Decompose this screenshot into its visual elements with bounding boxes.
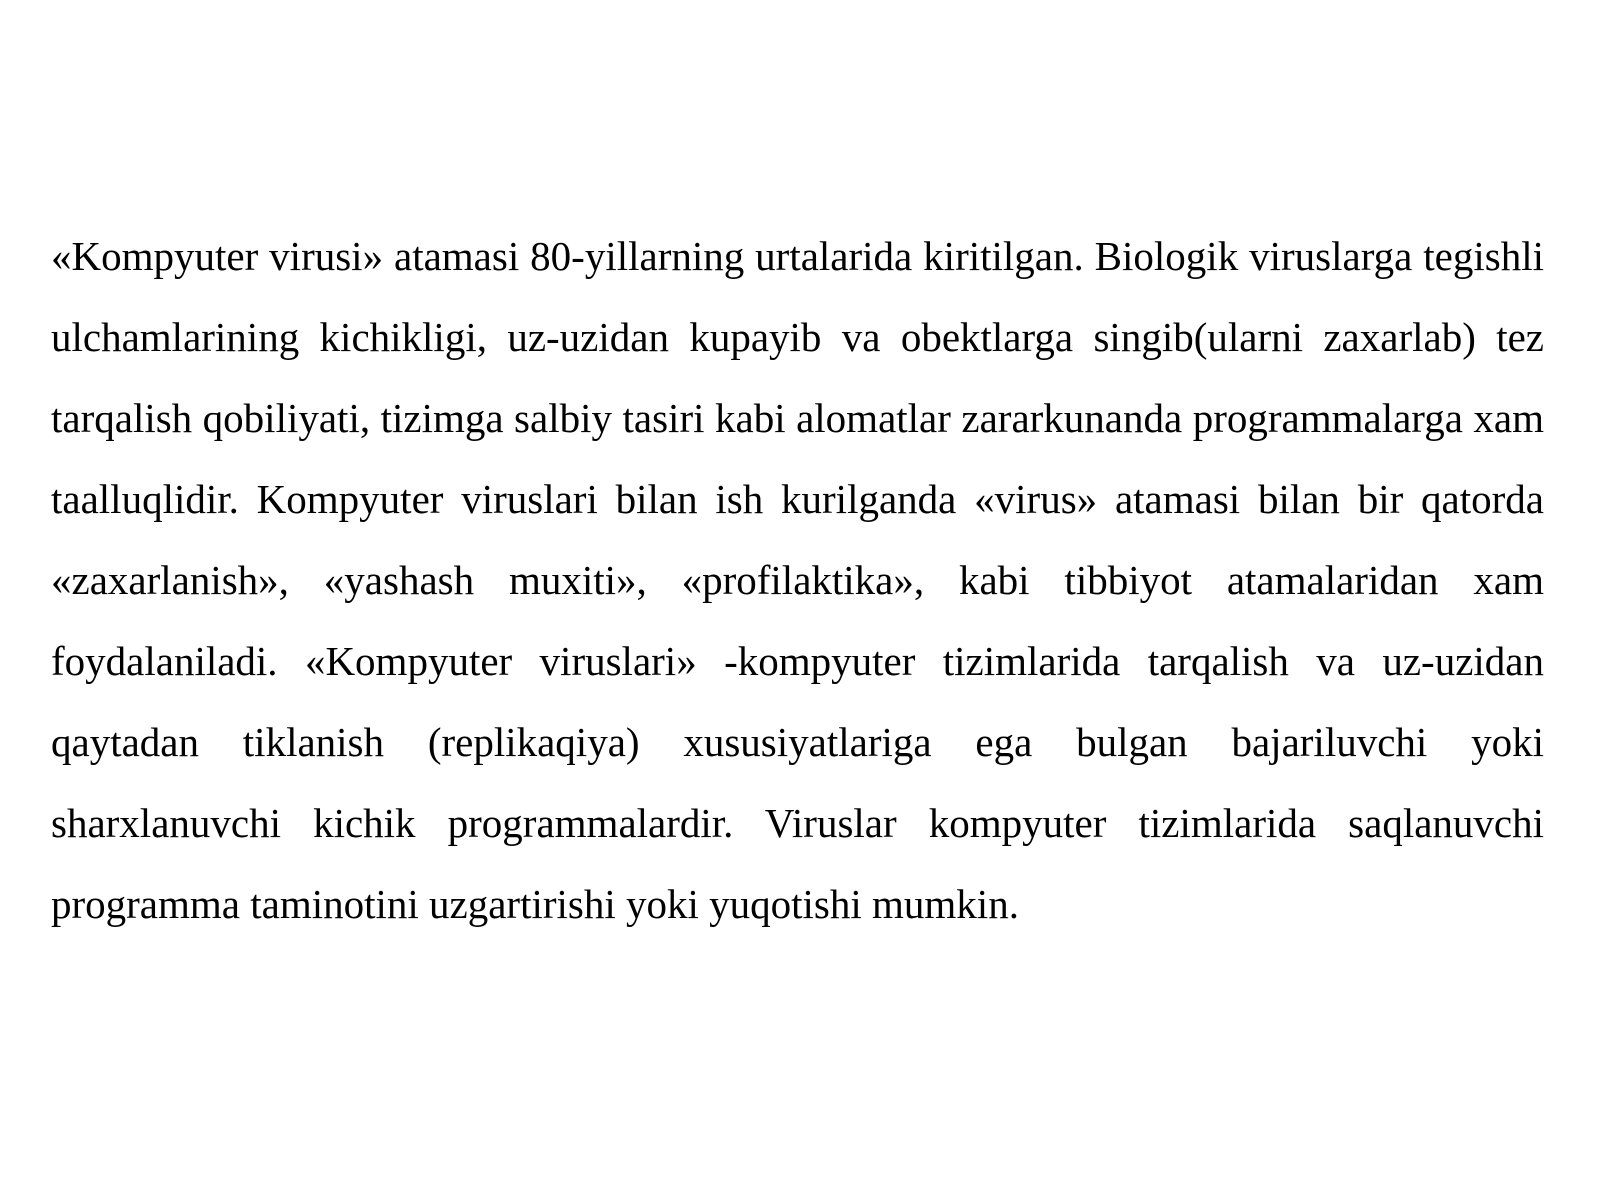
body-paragraph: «Kompyuter virusi» atamasi 80-yillarning urtalarida kiritilgan. Biologik viruslarga tegishli ulchamlarining kichikligi, uz-uzidan kupayib va obektlarga singib(ularni zaxarlab) tez tarqalish qobiliyati, tizimga salbiy tasiri kabi alomatlar zararkunanda programmalarga xam taalluqlidir. Kompyuter viruslari bilan ish kurilganda «virus» atamasi bilan bir qatorda «zaxarlanish», «yashash muxiti», «profilaktika», kabi tibbiyot atamalaridan xam foydalaniladi. «Kompyuter viruslari» -kompyuter tizimlarida tarqalish va uz-uzidan qaytadan tiklanish (replikaqiya) xususiyatlariga ega bulgan bajariluvchi yoki sharxlanuvchi kichik programmalardir. Viruslar kompyuter tizimlarida saqlanuvchi programma taminotini uzgartirishi yoki yuqotishi mumkin.: [51, 233, 1544, 927]
text-content-area: [51, 216, 1544, 945]
